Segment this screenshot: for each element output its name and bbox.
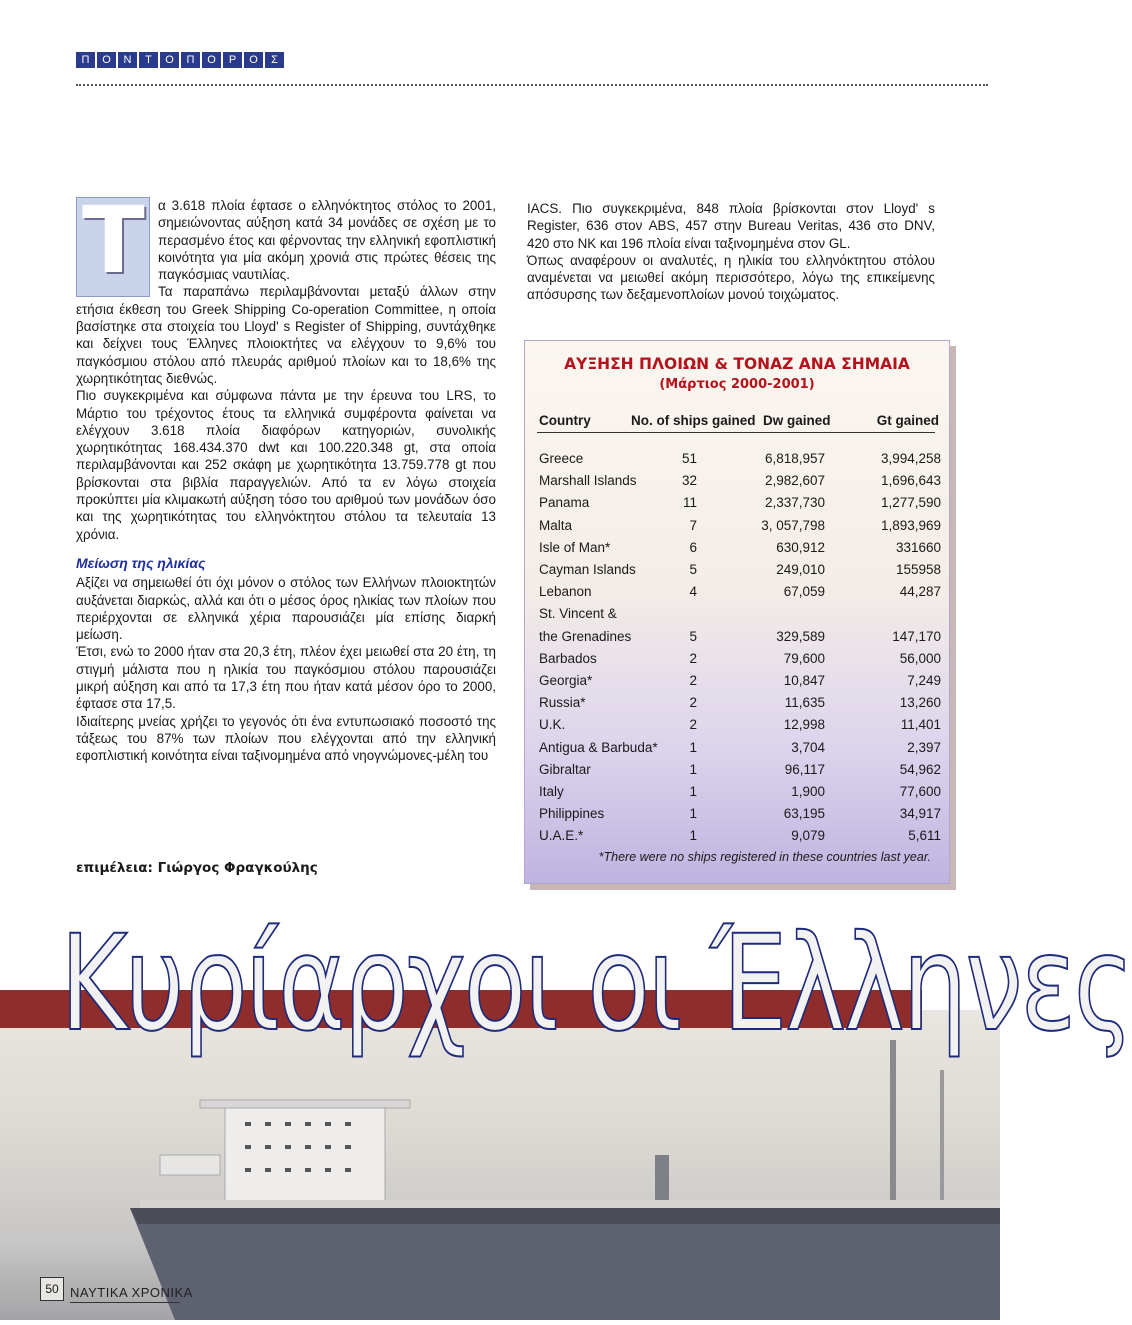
table-row	[525, 584, 949, 604]
cell-dw: 9,079	[791, 828, 825, 844]
cell-country: Marshall Islands	[539, 473, 637, 489]
dropcap-letter: T	[82, 187, 145, 294]
cell-country: U.K.	[539, 717, 566, 733]
paragraph: α 3.618 πλοία έφτασε ο ελληνόκτητος στόλος το 2001, σημειώνοντας αύξηση κατά 34 μονάδες σε σχέση με το περασμένο έτος και φέρνοντας την ελληνική εφοπλιστική κοινότητα για μία ακόμη χρονιά στις πρώτες θέσεις της παγκόσμιας ναυτιλίας.	[158, 198, 496, 283]
cell-ships: 32	[681, 473, 697, 489]
subheading: Μείωση της ηλικίας	[76, 554, 206, 571]
table-row	[525, 562, 949, 582]
cell-gt: 44,287	[899, 584, 941, 600]
cell-dw: 3,704	[791, 739, 825, 755]
cell-gt: 1,696,643	[880, 473, 941, 489]
section-letter: Ο	[244, 52, 263, 68]
cell-dw: 11,635	[784, 695, 825, 711]
section-letter: Ο	[97, 52, 116, 68]
cell-ships: 51	[681, 451, 697, 466]
cell-dw: 2,982,607	[764, 473, 825, 489]
cell-ships: 5	[689, 628, 697, 644]
cell-ships: 1	[689, 828, 697, 844]
cell-ships: 5	[689, 562, 697, 577]
paragraph: Έτσι, ενώ το 2000 ήταν στα 20,3 έτη, πλέον έχει μειωθεί στα 20 έτη, τη στιγμή μάλιστα που η ηλικία του παγκόσμιου στόλου παρουσιάζει μικρή αύξηση και από τα 17,3 έτη που ήταν κατά μέσον όρο το 2000, έφτασε στα 17,5.	[76, 644, 496, 712]
cell-country: Panama	[539, 495, 590, 511]
cell-country: Italy	[539, 784, 564, 799]
cell-country: Georgia*	[539, 673, 593, 688]
table-row	[525, 606, 949, 626]
cell-gt: 54,962	[899, 761, 941, 777]
cell-ships: 11	[682, 495, 697, 511]
cell-ships: 2	[689, 673, 697, 688]
cell-ships: 1	[689, 761, 697, 777]
byline: επιμέλεια: Γιώργος Φραγκούλης	[76, 860, 318, 876]
magazine-name: ΝΑΥΤΙΚΑ ΧΡΟΝΙΚΑ	[70, 1285, 193, 1300]
cell-ships: 1	[689, 806, 697, 822]
cell-gt: 1,277,590	[880, 495, 941, 511]
paragraph: Τα παραπάνω περιλαμβάνονται μεταξύ άλλων στην ετήσια έκθεση του Greek Shipping Co-operation Committee, η οποία βασίστηκε στα στοιχεία του Lloyd' s Register of Shipping, συντάχθηκε και δείχνει τους Έλληνες πλοιοκτήτες να ελέγχουν το 9,6% του παγκόσμιου στόλου από πλευράς αριθμού πλοίων και το 18,6% της χωρητικότητας διεθνώς.	[76, 284, 496, 386]
cell-country: Gibraltar	[539, 761, 591, 777]
cell-ships: 7	[689, 517, 697, 533]
cell-country: Cayman Islands	[539, 562, 636, 577]
cell-gt: 5,611	[908, 828, 941, 844]
dropcap	[76, 187, 148, 297]
cell-dw: 67,059	[783, 584, 825, 600]
cell-country: Greece	[539, 451, 584, 466]
cell-gt: 147,170	[892, 628, 941, 644]
cell-ships: 1	[689, 784, 697, 799]
section-letter: Ρ	[223, 52, 242, 68]
footer-divider	[70, 1302, 180, 1303]
cell-dw: 6,818,957	[764, 451, 825, 466]
table-title: ΑΥΞΗΣΗ ΠΛΟΙΩΝ & ΤΟΝΑΖ ΑΝΑ ΣΗΜΑΙΑ	[564, 355, 910, 373]
cell-gt: 1,893,969	[880, 517, 941, 533]
cell-gt: 77,600	[899, 784, 941, 799]
cell-ships: 2	[689, 650, 697, 666]
cell-gt: 155958	[895, 562, 941, 577]
table-header-divider	[537, 432, 935, 433]
table-row	[525, 629, 949, 649]
section-letter: Σ	[265, 52, 284, 68]
cell-country: the Grenadines	[539, 628, 632, 644]
cell-country: Philippines	[539, 806, 605, 822]
table-row	[525, 717, 949, 737]
cell-gt: 13,260	[899, 695, 941, 711]
headline: Κυρίαρχοι οι Έλληνες	[60, 907, 1132, 1061]
cell-dw: 249,010	[776, 562, 825, 577]
table-row	[525, 518, 949, 538]
header-country: Country	[539, 413, 591, 428]
cell-ships: 1	[689, 739, 697, 755]
section-letter: Ν	[118, 52, 137, 68]
cell-gt: 3,994,258	[880, 451, 941, 466]
paragraph: IACS. Πιο συγκεκριμένα, 848 πλοία βρίσκονται στον Lloyd' s Register, 636 στον ABS, 457 στην Bureau Veritas, 436 στο DNV, 420 στο NK και 196 πλοία είναι ταξινομημένα στον GL.	[527, 201, 935, 251]
cell-dw: 630,912	[776, 539, 825, 555]
table-row	[525, 651, 949, 671]
cell-gt: 331660	[895, 539, 941, 555]
table-row	[525, 762, 949, 782]
table-row	[525, 451, 949, 471]
cell-ships: 2	[689, 695, 697, 711]
paragraph: Ιδιαίτερης μνείας χρήζει το γεγονός ότι ένα εντυπωσιακό ποσοστό της τάξεως του 87% των πλοίων που ελέγχονται από την ελληνική εφοπλιστική κοινότητα είναι ταξινομημένα από νηογνώμονες-μέλη του	[76, 713, 496, 764]
cell-gt: 2,397	[907, 739, 941, 755]
table-row	[525, 540, 949, 560]
paragraph: Πιο συγκεκριμένα και σύμφωνα πάντα με την έρευνα του LRS, το Μάρτιο του τρέχοντος έτους τα ελληνικά συμφέροντα φαίνεται να ελέγχουν 3.618 πλοία διαφόρων κατηγοριών, συνολικής χωρητικότητας 168.434.370 dwt και 100.220.348 gt, στα οποία περιλαμβάνονται και 252 σκάφη με χωρητικότητα 13.759.778 gt που βρίσκονται στα βιβλία παραγγελιών. Από τα εν λόγω στοιχεία προκύπτει μία κλιμακωτή αύξηση τόσο του αριθμού των μονάδων όσο και της χωρητικότητας του ελληνόκτητου στόλου τα τελευταία 13 χρόνια.	[76, 388, 496, 542]
table-row	[525, 784, 949, 804]
cell-dw: 3, 057,798	[761, 517, 825, 533]
header-gt: Gt gained	[876, 413, 939, 428]
section-letter: Π	[76, 52, 95, 68]
cell-country: Malta	[539, 517, 573, 533]
cell-gt: 56,000	[899, 650, 941, 666]
cell-ships: 6	[689, 539, 697, 555]
cell-dw: 63,195	[783, 806, 825, 822]
cell-dw: 10,847	[783, 673, 825, 688]
table-row	[525, 495, 949, 515]
cell-country: Antigua & Barbuda*	[539, 739, 658, 755]
paragraph: Αξίζει να σημειωθεί ότι όχι μόνον ο στόλος των Ελλήνων πλοιοκτητών αυξάνεται διαρκώς, αλλά και ότι ο μέσος όρος ηλικίας των πλοίων που περιέρχονται σε ελληνικά χέρια παρουσιάζει μία επίσης διαρκή μείωση.	[76, 575, 496, 643]
table-row	[525, 828, 949, 848]
table-row	[525, 740, 949, 760]
table-footnote: *There were no ships registered in these countries last year.	[598, 850, 931, 864]
cell-dw: 1,900	[791, 784, 825, 799]
cell-dw: 329,589	[776, 628, 825, 644]
section-header	[76, 52, 284, 68]
article-left-column	[76, 187, 496, 765]
header-divider	[76, 84, 988, 86]
cell-country: Barbados	[539, 650, 597, 666]
cell-ships: 4	[689, 584, 697, 600]
cell-country: Isle of Man*	[539, 539, 611, 555]
article-right-column	[527, 200, 935, 304]
table-subtitle: (Μάρτιος 2000-2001)	[659, 377, 815, 392]
cell-dw: 2,337,730	[764, 495, 825, 511]
section-letter: Ο	[160, 52, 179, 68]
table-row	[525, 473, 949, 493]
paragraph: Όπως αναφέρουν οι αναλυτές, η ηλικία του ελληνόκτητου στόλου αναμένεται να μειωθεί ακόμη περισσότερο, λόγω της επικείμενης απόσυρσης των δεξαμενοπλοίων μονού τοιχώματος.	[527, 252, 935, 303]
cell-country: St. Vincent &	[539, 606, 617, 622]
cell-country: Russia*	[539, 695, 586, 711]
cell-gt: 11,401	[900, 717, 941, 733]
cell-dw: 96,117	[784, 761, 825, 777]
section-letter: Τ	[139, 52, 158, 68]
cell-country: U.A.E.*	[539, 828, 584, 844]
table-row	[525, 695, 949, 715]
page-number: 50	[40, 1277, 64, 1301]
table-row	[525, 806, 949, 826]
header-dw: Dw gained	[763, 413, 831, 428]
table-row	[525, 673, 949, 693]
cell-ships: 2	[689, 717, 697, 733]
cell-dw: 12,998	[783, 717, 825, 733]
section-letter: Ο	[202, 52, 221, 68]
stats-table	[524, 340, 950, 884]
cell-gt: 34,917	[899, 806, 941, 822]
cell-dw: 79,600	[783, 650, 825, 666]
header-ships: No. of ships gained	[631, 413, 756, 428]
cell-gt: 7,249	[907, 673, 941, 688]
section-letter: Π	[181, 52, 200, 68]
cell-country: Lebanon	[539, 584, 592, 600]
